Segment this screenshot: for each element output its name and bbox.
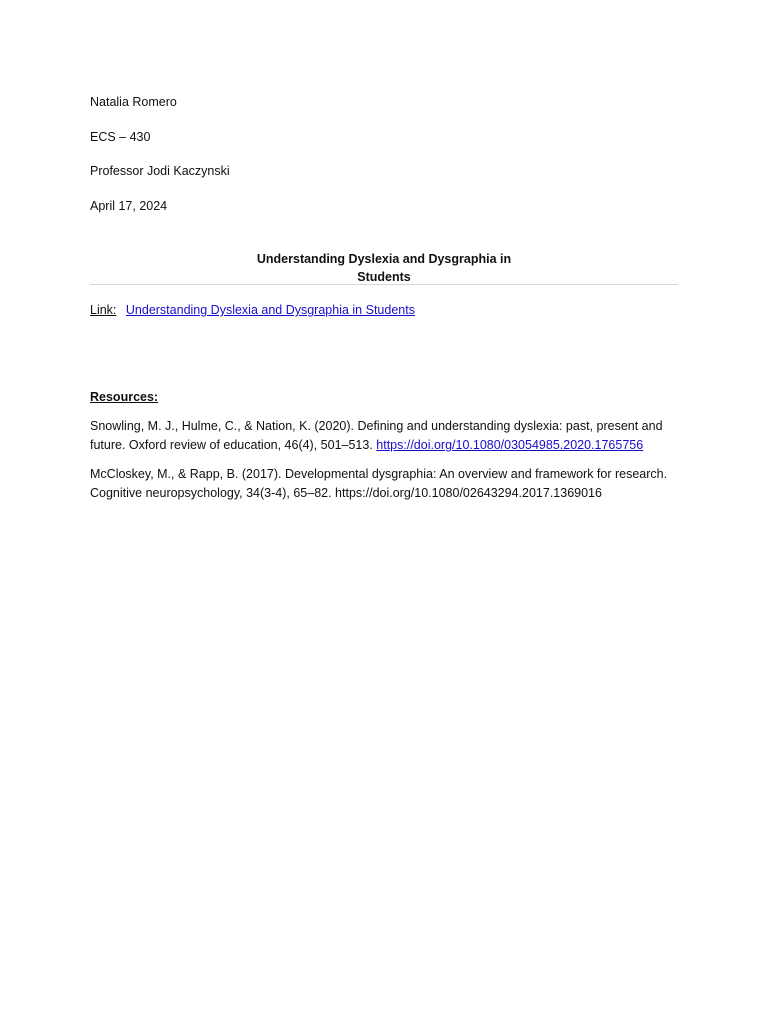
reference-text: Snowling, M. J., Hulme, C., & Nation, K. (2020). Defining and understanding dyslexia: past, present and future. Oxford review of education, 46(4), 501–513. (90, 419, 663, 452)
submission-date: April 17, 2024 (90, 199, 168, 213)
link-label: Link: (90, 303, 117, 317)
professor-name: Professor Jodi Kaczynski (90, 164, 230, 178)
presentation-link[interactable]: Understanding Dyslexia and Dysgraphia in Students (125, 303, 415, 317)
reference-doi-link[interactable]: https://doi.org/10.1080/03054985.2020.1765756 (376, 438, 644, 452)
course-code: ECS – 430 (90, 130, 151, 144)
author-name: Natalia Romero (90, 95, 177, 109)
reference-text: McCloskey, M., & Rapp, B. (2017). Developmental dysgraphia: An overview and framework for research. Cognitive neuropsychology, 34(3-4), 65–82. https://doi.org/10.1080/02643294.2017.1369016 (90, 467, 668, 500)
reference-item (90, 465, 690, 503)
document-title (90, 250, 678, 286)
reference-item (90, 417, 690, 455)
title-line-1: Understanding Dyslexia and Dysgraphia in (256, 252, 512, 266)
title-divider (90, 284, 678, 285)
title-line-2: Students (357, 270, 411, 284)
link-row (90, 302, 415, 318)
resources-heading: Resources: (90, 390, 159, 404)
